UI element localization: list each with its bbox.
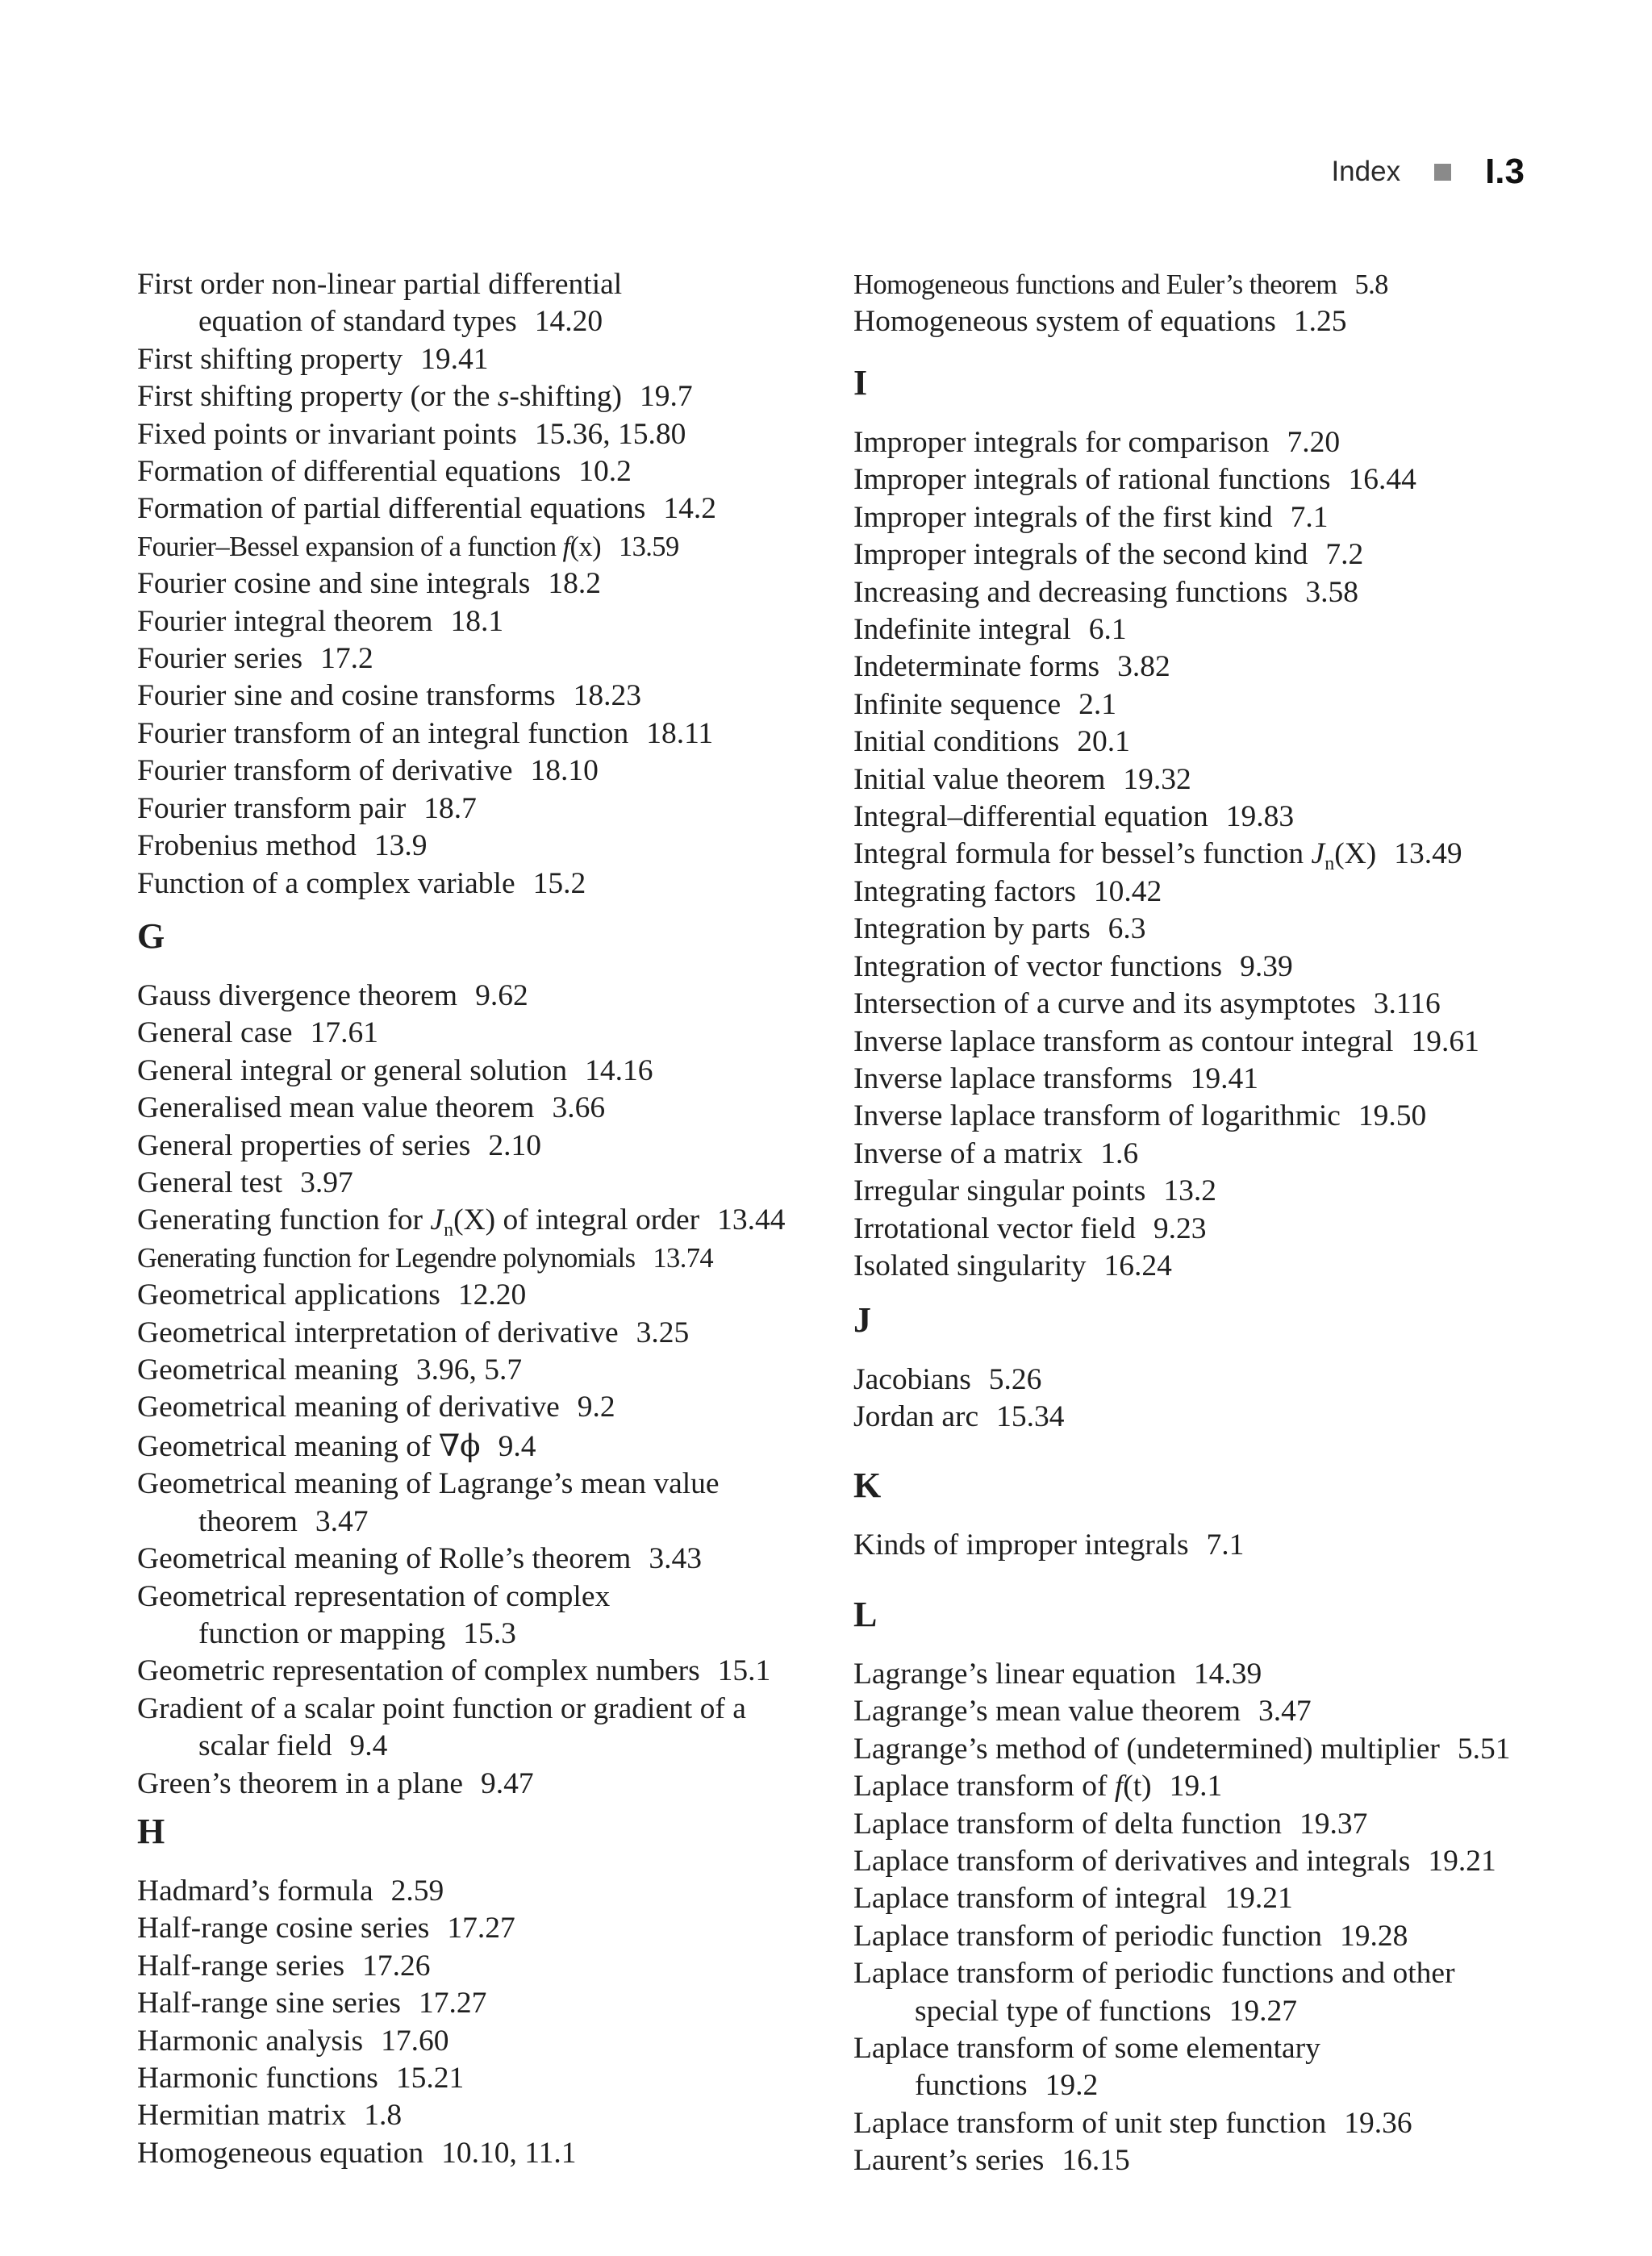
index-entry — [137, 1948, 577, 1985]
index-entry — [137, 865, 716, 903]
entry-page-ref: 7.2 — [1325, 538, 1364, 572]
index-entry — [853, 986, 1479, 1023]
entry-page-ref: 1.6 — [1100, 1136, 1139, 1170]
entry-term: Fixed points or invariant points — [137, 417, 517, 451]
section-h — [137, 1813, 577, 2172]
entry-page-ref: 19.37 — [1299, 1807, 1368, 1841]
entry-term: Initial value theorem — [853, 762, 1106, 796]
entry-term: Integration by parts — [853, 912, 1091, 946]
entry-page-ref: 19.21 — [1428, 1845, 1496, 1879]
index-entry — [137, 341, 716, 378]
entry-term-italic: J — [1311, 837, 1325, 871]
entry-page-ref: 3.25 — [636, 1316, 690, 1349]
index-entry — [137, 1910, 577, 1947]
entry-page-ref: 3.47 — [1258, 1695, 1312, 1728]
index-entry — [853, 1173, 1479, 1210]
entry-term: Fourier cosine and sine integrals — [137, 567, 531, 601]
entry-term: Formation of partial differential equations — [137, 492, 646, 526]
section-letter-heading: I — [853, 363, 868, 402]
entry-term: Formation of differential equations — [137, 455, 561, 489]
entry-term: Laplace transform of — [853, 1770, 1115, 1804]
entry-term: Laplace transform of unit step function — [853, 2106, 1327, 2140]
entry-term: Geometrical applications — [137, 1278, 440, 1312]
entry-page-ref: 19.61 — [1411, 1024, 1479, 1058]
entry-page-ref: 19.27 — [1229, 1994, 1297, 2028]
entry-page-ref: 9.39 — [1240, 949, 1293, 983]
index-entry — [137, 1466, 786, 1503]
entry-term: Geometrical interpretation of derivative — [137, 1316, 619, 1349]
index-entry — [137, 1427, 786, 1466]
index-entry — [853, 1527, 1244, 1564]
entry-term: Laplace transform of integral — [853, 1882, 1208, 1916]
entry-term-italic: f — [1114, 1770, 1124, 1804]
entry-page-ref: 1.25 — [1293, 305, 1347, 339]
entry-page-ref: 14.20 — [534, 305, 603, 339]
entry-page-ref: 19.7 — [640, 380, 693, 414]
entry-page-ref: 3.116 — [1373, 987, 1441, 1021]
index-entry — [137, 2135, 577, 2172]
entry-term: Laplace transform of derivatives and integrals — [853, 1845, 1411, 1879]
page-header — [1331, 152, 1525, 192]
index-entry — [853, 761, 1479, 799]
index-entry — [137, 565, 716, 603]
index-entry — [137, 1389, 786, 1426]
entry-page-ref: 15.36, 15.80 — [534, 417, 686, 451]
entry-term: Fourier transform of derivative — [137, 754, 513, 788]
entry-page-ref: 12.20 — [457, 1278, 527, 1312]
entry-page-ref: 13.49 — [1394, 837, 1462, 871]
index-entry — [137, 715, 716, 753]
entry-page-ref: 7.1 — [1290, 500, 1329, 534]
entry-page-ref: 2.1 — [1078, 687, 1117, 721]
entry-term: scalar field — [198, 1729, 332, 1763]
index-entry — [853, 1024, 1479, 1061]
entry-term: Improper integrals of the first kind — [853, 500, 1273, 534]
entry-subscript: n — [1325, 853, 1335, 875]
entry-term: Inverse laplace transform of logarithmic — [853, 1099, 1341, 1133]
index-entry — [137, 1202, 786, 1239]
index-entry — [853, 536, 1479, 573]
index-entry — [137, 2060, 577, 2097]
entry-page-ref: 17.27 — [447, 1912, 515, 1945]
index-entry — [853, 2030, 1510, 2067]
entry-page-ref: 3.97 — [300, 1166, 353, 1200]
section-letter-heading: J — [853, 1300, 871, 1340]
entry-page-ref: 7.20 — [1287, 426, 1341, 459]
entry-page-ref: 19.1 — [1169, 1770, 1223, 1804]
entry-page-ref: 3.58 — [1305, 575, 1358, 609]
section-g — [137, 918, 786, 1803]
entry-page-ref: 19.41 — [420, 342, 489, 376]
index-entry — [853, 266, 1388, 303]
entry-term: Intersection of a curve and its asymptotes — [853, 987, 1356, 1021]
entry-page-ref: 5.8 — [1354, 269, 1388, 300]
entry-term: Lagrange’s linear equation — [853, 1658, 1176, 1691]
entry-page-ref: 17.2 — [320, 642, 373, 676]
index-entry — [853, 911, 1479, 948]
entry-term: Hermitian matrix — [137, 2099, 347, 2133]
entry-term: equation of standard types — [198, 305, 517, 339]
entry-page-ref: 9.47 — [481, 1766, 534, 1800]
entry-page-ref: 2.10 — [488, 1128, 541, 1162]
index-entry — [137, 1090, 786, 1127]
entry-term: Geometrical meaning of — [137, 1429, 439, 1463]
index-entry — [853, 1918, 1510, 1955]
entry-term: (X) — [1334, 837, 1377, 871]
section-l — [853, 1596, 1510, 2180]
index-entry — [137, 490, 716, 528]
entry-term: Fourier–Bessel expansion of a function — [137, 531, 563, 562]
entry-term: Laplace transform of periodic function — [853, 1919, 1323, 1953]
entry-term: Half-range cosine series — [137, 1912, 430, 1945]
entry-term: Infinite sequence — [853, 687, 1062, 721]
entry-term: Geometrical meaning — [137, 1353, 398, 1387]
entry-term: (X) of integral order — [453, 1203, 700, 1237]
index-entry — [137, 1277, 786, 1314]
index-entry — [853, 1061, 1479, 1098]
group-h-continued — [853, 266, 1388, 341]
entry-term: Geometric representation of complex numbers — [137, 1654, 700, 1688]
index-entry — [137, 1653, 786, 1690]
entry-term: Generating function for Legendre polynomials — [137, 1242, 636, 1274]
entry-term: Lagrange’s mean value theorem — [853, 1695, 1241, 1728]
index-entry — [853, 2067, 1510, 2104]
entry-term: Integrating factors — [853, 874, 1076, 908]
entry-term: General integral or general solution — [137, 1053, 568, 1087]
index-entry — [137, 603, 716, 640]
index-entry — [853, 724, 1479, 761]
entry-term: Harmonic functions — [137, 2062, 378, 2095]
index-entry — [853, 1248, 1479, 1285]
index-entry — [853, 303, 1388, 340]
index-entry — [137, 1015, 786, 1052]
index-entry — [137, 266, 716, 303]
entry-page-ref: 19.41 — [1190, 1061, 1259, 1095]
section-letter-heading: G — [137, 916, 165, 956]
entry-term: Fourier sine and cosine transforms — [137, 679, 556, 713]
entry-term: Improper integrals of rational functions — [853, 463, 1331, 497]
entry-term: Fourier integral theorem — [137, 604, 433, 638]
entry-page-ref: 13.59 — [618, 531, 679, 562]
running-head-label: Index — [1331, 156, 1401, 187]
entry-page-ref: 16.15 — [1062, 2144, 1130, 2178]
index-entry — [853, 1806, 1510, 1843]
entry-term: First shifting property (or the — [137, 380, 498, 414]
entry-term-italic: J — [430, 1203, 444, 1237]
section-i — [853, 365, 1479, 1285]
entry-term: -shifting) — [509, 380, 622, 414]
index-entry — [137, 1165, 786, 1202]
index-entry — [137, 1541, 786, 1578]
entry-term: General case — [137, 1016, 293, 1050]
entry-page-ref: 15.3 — [463, 1616, 516, 1650]
index-entry — [137, 303, 716, 340]
entry-page-ref: 18.11 — [646, 716, 714, 750]
index-entry — [137, 1352, 786, 1389]
entry-page-ref: 19.50 — [1358, 1099, 1427, 1133]
entry-page-ref: 9.4 — [498, 1429, 536, 1463]
entry-page-ref: 19.28 — [1340, 1919, 1408, 1953]
index-entry — [853, 461, 1479, 498]
entry-term: Function of a complex variable — [137, 866, 515, 900]
index-entry — [853, 2142, 1510, 2179]
index-entry — [137, 978, 786, 1015]
entry-page-ref: 13.9 — [373, 829, 428, 863]
index-entry — [137, 2023, 577, 2060]
index-entry — [137, 1873, 577, 1910]
entry-term: Irrotational vector field — [853, 1211, 1136, 1245]
entry-page-ref: 3.43 — [649, 1542, 702, 1576]
entry-page-ref: 6.3 — [1108, 912, 1146, 946]
index-entry — [137, 528, 716, 565]
index-entry — [137, 753, 716, 790]
entry-term: Gradient of a scalar point function or gradient of a — [137, 1691, 746, 1725]
nabla-phi-symbol: ∇ϕ — [438, 1427, 481, 1463]
entry-page-ref: 10.2 — [578, 455, 632, 489]
index-entry — [137, 378, 716, 415]
entry-page-ref: 19.83 — [1225, 800, 1295, 834]
entry-page-ref: 9.62 — [475, 979, 528, 1012]
entry-page-ref: 1.8 — [364, 2099, 403, 2133]
entry-page-ref: 16.24 — [1103, 1249, 1172, 1282]
index-entry — [137, 1766, 786, 1803]
entry-term: Geometrical representation of complex — [137, 1579, 611, 1613]
section-letter-heading: L — [853, 1595, 878, 1634]
index-entry — [853, 1993, 1510, 2030]
entry-term: Hadmard’s formula — [137, 1874, 373, 1908]
entry-page-ref: 18.7 — [423, 791, 477, 825]
entry-page-ref: 3.96, 5.7 — [415, 1353, 523, 1387]
entry-term: Integral formula for bessel’s function — [853, 837, 1312, 871]
entry-page-ref: 17.27 — [418, 1987, 487, 2020]
index-entry — [137, 790, 716, 828]
index-entry — [137, 1503, 786, 1541]
entry-page-ref: 19.2 — [1045, 2069, 1099, 2103]
entry-term: Green’s theorem in a plane — [137, 1766, 464, 1800]
entry-page-ref: 5.51 — [1457, 1732, 1511, 1766]
entry-page-ref: 14.16 — [585, 1053, 653, 1087]
entry-term: Integration of vector functions — [853, 949, 1223, 983]
entry-term: Harmonic analysis — [137, 2024, 364, 2058]
entry-page-ref: 3.82 — [1117, 650, 1170, 684]
index-entry — [853, 424, 1479, 461]
entry-term: Generalised mean value theorem — [137, 1091, 535, 1125]
index-entry — [853, 874, 1479, 911]
entry-term: Integral–differential equation — [853, 800, 1208, 834]
entry-term: functions — [915, 2069, 1028, 2103]
index-entry — [137, 1616, 786, 1653]
section-letter-heading: K — [853, 1466, 882, 1505]
index-entry — [137, 1128, 786, 1165]
entry-page-ref: 3.47 — [315, 1504, 369, 1538]
entry-page-ref: 18.23 — [573, 679, 642, 713]
entry-term: Homogeneous equation — [137, 2136, 424, 2170]
entry-page-ref: 3.66 — [552, 1091, 606, 1125]
entry-term: Gauss divergence theorem — [137, 979, 458, 1012]
entry-term: Inverse laplace transform as contour integral — [853, 1024, 1394, 1058]
entry-term: Lagrange’s method of (undetermined) multiplier — [853, 1732, 1440, 1766]
entry-term: Homogeneous functions and Euler’s theorem — [853, 269, 1337, 300]
entry-term: Homogeneous system of equations — [853, 305, 1276, 339]
entry-term: Geometrical meaning of Rolle’s theorem — [137, 1542, 632, 1576]
entry-term: First shifting property — [137, 342, 403, 376]
index-entry — [137, 1578, 786, 1616]
index-entry — [853, 1098, 1479, 1135]
entry-page-ref: 17.26 — [362, 1949, 431, 1983]
entry-page-ref: 7.1 — [1206, 1528, 1245, 1562]
index-entry — [853, 2105, 1510, 2142]
index-entry — [137, 828, 716, 865]
index-entry — [853, 1768, 1510, 1805]
index-entry — [853, 499, 1479, 536]
entry-term: Geometrical meaning of derivative — [137, 1391, 560, 1424]
entry-term: special type of functions — [915, 1994, 1212, 2028]
entry-term: General test — [137, 1166, 283, 1200]
entry-term: Laplace transform of periodic functions and other — [853, 1957, 1455, 1991]
entry-term: Geometrical meaning of Lagrange’s mean value — [137, 1467, 720, 1501]
entry-page-ref: 9.2 — [577, 1391, 615, 1424]
entry-term: General properties of series — [137, 1128, 471, 1162]
index-entry — [137, 1691, 786, 1728]
entry-page-ref: 9.23 — [1153, 1211, 1207, 1245]
entry-page-ref: 14.39 — [1193, 1658, 1262, 1691]
entry-term: Inverse of a matrix — [853, 1136, 1083, 1170]
entry-page-ref: 19.32 — [1123, 762, 1191, 796]
entry-term: Increasing and decreasing functions — [853, 575, 1288, 609]
entry-page-ref: 19.21 — [1224, 1882, 1293, 1916]
section-k — [853, 1467, 1244, 1564]
entry-term: Laplace transform of delta function — [853, 1807, 1283, 1841]
group-f-continued — [137, 266, 716, 903]
index-entry — [137, 1728, 786, 1765]
entry-term: Indeterminate forms — [853, 650, 1100, 684]
entry-term: Improper integrals for comparison — [853, 426, 1270, 459]
index-entry — [853, 1399, 1065, 1436]
entry-page-ref: 13.2 — [1163, 1174, 1217, 1208]
entry-term: Laplace transform of some elementary — [853, 2032, 1320, 2066]
entry-page-ref: 13.44 — [717, 1203, 786, 1237]
index-entry — [853, 686, 1479, 724]
entry-page-ref: 9.4 — [349, 1729, 388, 1763]
index-entry — [853, 1136, 1479, 1173]
index-entry — [853, 1362, 1065, 1399]
entry-page-ref: 2.59 — [390, 1874, 444, 1908]
section-letter-heading: H — [137, 1812, 165, 1851]
entry-term: Isolated singularity — [853, 1249, 1087, 1282]
entry-page-ref: 16.44 — [1348, 463, 1416, 497]
entry-term-italic: s — [497, 380, 510, 414]
entry-term: Half-range sine series — [137, 1987, 401, 2020]
index-entry — [137, 1053, 786, 1090]
index-entry — [853, 1211, 1479, 1248]
entry-term: Inverse laplace transforms — [853, 1061, 1173, 1095]
entry-page-ref: 18.2 — [548, 567, 601, 601]
index-entry — [137, 640, 716, 678]
entry-page-ref: 13.74 — [653, 1242, 714, 1274]
index-entry — [137, 453, 716, 490]
entry-page-ref: 15.1 — [717, 1654, 771, 1688]
index-entry — [853, 836, 1479, 873]
index-entry — [137, 1315, 786, 1352]
section-j — [853, 1302, 1065, 1437]
entry-term: Half-range series — [137, 1949, 345, 1983]
index-entry — [853, 1731, 1510, 1768]
entry-term: (t) — [1123, 1770, 1152, 1804]
entry-page-ref: 17.61 — [310, 1016, 378, 1050]
entry-page-ref: 10.10, 11.1 — [441, 2136, 577, 2170]
entry-page-ref: 19.36 — [1344, 2106, 1412, 2140]
entry-term: Fourier series — [137, 642, 303, 676]
index-entry — [853, 1843, 1510, 1880]
entry-term: Indefinite integral — [853, 613, 1071, 647]
entry-term: (x) — [569, 531, 601, 562]
entry-term: First order non-linear partial differential — [137, 268, 623, 301]
entry-term: Jacobians — [853, 1363, 971, 1396]
entry-term: Fourier transform of an integral function — [137, 716, 629, 750]
entry-term: Frobenius method — [137, 829, 357, 863]
entry-term-italic: f — [562, 531, 570, 562]
entry-page-ref: 10.42 — [1093, 874, 1162, 908]
entry-page-ref: 5.26 — [988, 1363, 1042, 1396]
entry-page-ref: 18.10 — [530, 754, 599, 788]
entry-term: Fourier transform pair — [137, 791, 407, 825]
entry-page-ref: 6.1 — [1088, 613, 1127, 647]
index-entry — [137, 416, 716, 453]
entry-term: Irregular singular points — [853, 1174, 1146, 1208]
index-entry — [137, 1985, 577, 2022]
page-number: I.3 — [1485, 152, 1525, 191]
index-entry — [853, 799, 1479, 836]
index-entry — [853, 949, 1479, 986]
entry-term: Jordan arc — [853, 1400, 979, 1434]
entry-term: Kinds of improper integrals — [853, 1528, 1189, 1562]
entry-page-ref: 15.34 — [996, 1400, 1065, 1434]
index-entry — [137, 1240, 786, 1277]
entry-term: Improper integrals of the second kind — [853, 538, 1308, 572]
entry-term: function or mapping — [198, 1616, 446, 1650]
entry-page-ref: 15.21 — [395, 2062, 465, 2095]
entry-page-ref: 15.2 — [532, 866, 586, 900]
entry-page-ref: 14.2 — [663, 492, 717, 526]
entry-page-ref: 20.1 — [1077, 725, 1130, 759]
entry-term: Initial conditions — [853, 725, 1060, 759]
header-square-marker — [1434, 164, 1451, 181]
index-entry — [853, 1656, 1510, 1693]
entry-subscript: n — [444, 1220, 454, 1241]
index-entry — [853, 648, 1479, 686]
entry-page-ref: 17.60 — [381, 2024, 449, 2058]
index-entry — [853, 1880, 1510, 1917]
index-entry — [137, 678, 716, 715]
entry-term: theorem — [198, 1504, 298, 1538]
entry-term: Generating function for — [137, 1203, 431, 1237]
entry-term: Laurent’s series — [853, 2144, 1045, 2178]
index-entry — [853, 611, 1479, 648]
entry-page-ref: 18.1 — [450, 604, 504, 638]
index-entry — [853, 574, 1479, 611]
index-entry — [853, 1693, 1510, 1730]
index-entry — [853, 1955, 1510, 1992]
index-entry — [137, 2097, 577, 2134]
